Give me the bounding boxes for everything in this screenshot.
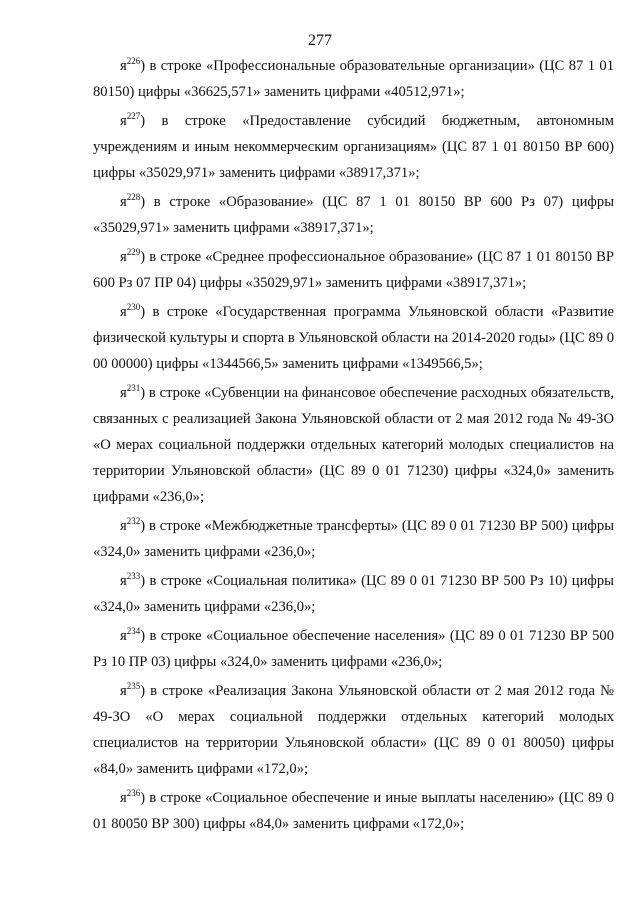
- paragraph-text: ) в строке «Предоставление субсидий бюджетным, автономным учреждениям и иным некоммерческим организациям» (ЦС 87 1 01 80150 ВР 600) цифры «35029,971» заменить цифрами «38917,371»;: [93, 113, 614, 181]
- item-letter: я: [120, 194, 127, 210]
- paragraph-230: [93, 299, 614, 377]
- paragraph-227: [93, 108, 614, 186]
- item-letter: я: [120, 385, 127, 401]
- item-letter: я: [120, 573, 127, 589]
- paragraph-229: [93, 244, 614, 296]
- paragraph-236: [93, 785, 614, 837]
- item-letter: я: [120, 249, 127, 265]
- paragraph-text: ) в строке «Реализация Закона Ульяновской области от 2 мая 2012 года № 49-ЗО «О мерах социальной поддержки отдельных категорий молодых специалистов на территории Ульяновской области» (ЦС 89 0 01 80050) цифры «84,0» заменить цифрами «172,0»;: [93, 683, 614, 777]
- page-number: 277: [308, 32, 332, 49]
- paragraph-text: ) в строке «Социальное обеспечение населения» (ЦС 89 0 01 71230 ВР 500 Рз 10 ПР 03) цифры «324,0» заменить цифрами «236,0»;: [93, 628, 614, 670]
- item-number: 230: [126, 302, 141, 313]
- paragraph-text: ) в строке «Среднее профессиональное образование» (ЦС 87 1 01 80150 ВР 600 Рз 07 ПР 04) цифры «35029,971» заменить цифрами «38917,371»;: [93, 249, 614, 291]
- paragraph-text: ) в строке «Межбюджетные трансферты» (ЦС 89 0 01 71230 ВР 500) цифры «324,0» заменить цифрами «236,0»;: [93, 518, 614, 560]
- item-number: 231: [126, 383, 141, 394]
- item-letter: я: [120, 790, 127, 806]
- item-letter: я: [120, 683, 127, 699]
- paragraph-233: [93, 568, 614, 620]
- paragraph-text: ) в строке «Социальная политика» (ЦС 89 0 01 71230 ВР 500 Рз 10) цифры «324,0» заменить цифрами «236,0»;: [93, 573, 614, 615]
- paragraph-232: [93, 513, 614, 565]
- paragraph-text: ) в строке «Субвенции на финансовое обеспечение расходных обязательств, связанных с реализацией Закона Ульяновской области от 2 мая 2012 года № 49-ЗО «О мерах социальной поддержки отдельных категорий молодых специалистов на территории Ульяновской области» (ЦС 89 0 01 71230) цифры «324,0» заменить цифрами «236,0»;: [93, 385, 614, 505]
- item-number: 228: [126, 192, 141, 203]
- item-number: 232: [126, 516, 141, 527]
- item-letter: я: [120, 113, 127, 129]
- paragraph-text: ) в строке «Социальное обеспечение и иные выплаты населению» (ЦС 89 0 01 80050 ВР 300) цифры «84,0» заменить цифрами «172,0»;: [93, 790, 614, 832]
- item-number: 235: [126, 681, 141, 692]
- item-letter: я: [120, 518, 127, 534]
- item-letter: я: [120, 628, 127, 644]
- item-number: 229: [126, 247, 141, 258]
- document-body: [93, 53, 614, 840]
- item-letter: я: [120, 304, 127, 320]
- paragraph-text: ) в строке «Государственная программа Ульяновской области «Развитие физической культуры и спорта в Ульяновской области на 2014-2020 годы» (ЦС 89 0 00 00000) цифры «1344566,5» заменить цифрами «1349566,5»;: [93, 304, 614, 372]
- item-number: 234: [126, 626, 141, 637]
- paragraph-226: [93, 53, 614, 105]
- paragraph-text: ) в строке «Профессиональные образовательные организации» (ЦС 87 1 01 80150) цифры «36625,571» заменить цифрами «40512,971»;: [93, 58, 614, 100]
- paragraph-228: [93, 189, 614, 241]
- item-number: 226: [126, 56, 141, 67]
- item-number: 227: [126, 111, 141, 122]
- paragraph-235: [93, 678, 614, 782]
- paragraph-234: [93, 623, 614, 675]
- item-number: 236: [126, 788, 141, 799]
- paragraph-231: [93, 380, 614, 510]
- item-letter: я: [120, 58, 127, 74]
- paragraph-text: ) в строке «Образование» (ЦС 87 1 01 80150 ВР 600 Рз 07) цифры «35029,971» заменить цифрами «38917,371»;: [93, 194, 614, 236]
- item-number: 233: [126, 571, 141, 582]
